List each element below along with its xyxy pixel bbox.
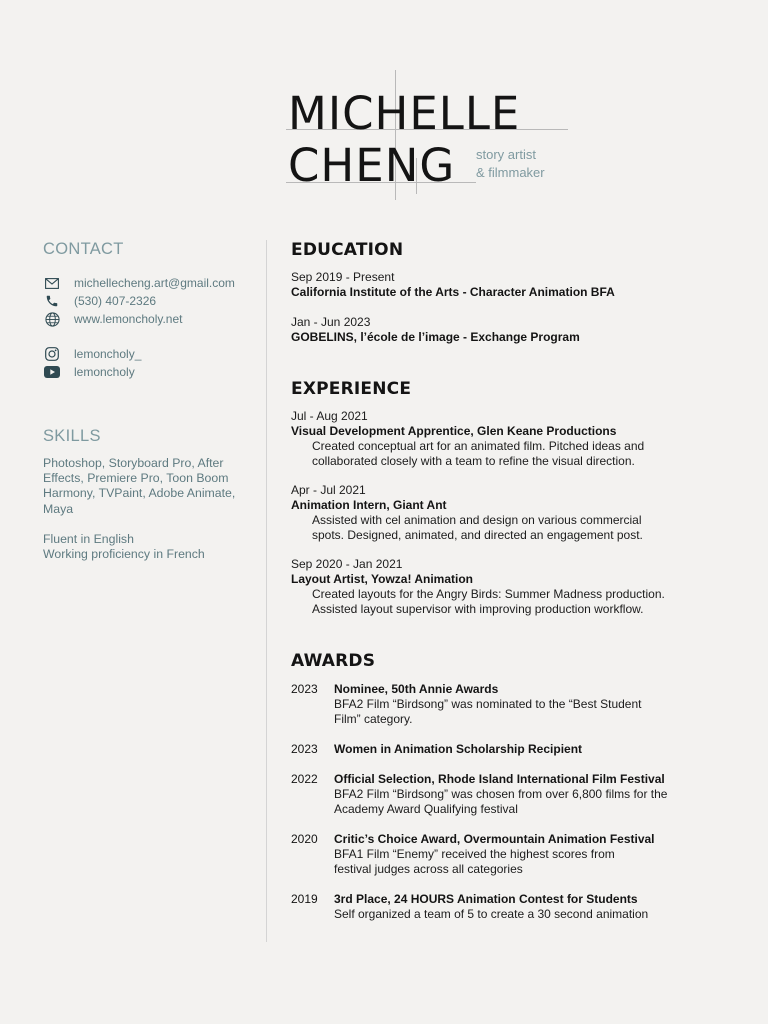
award-description: Film” category. [334, 712, 413, 726]
experience-entry [291, 409, 721, 469]
name-header [286, 70, 576, 200]
award-description: BFA2 Film “Birdsong” was chosen from over 6,800 films for the [334, 787, 668, 801]
instagram-icon [43, 347, 61, 361]
column-divider [266, 240, 267, 942]
award-entry [291, 682, 721, 727]
entry-role: Animation Intern, Giant Ant [291, 498, 447, 512]
award-title: Official Selection, Rhode Island International Film Festival [334, 772, 665, 786]
youtube-handle[interactable]: lemoncholy [74, 365, 135, 379]
award-description: Academy Award Qualifying festival [334, 802, 518, 816]
contact-list [43, 274, 253, 381]
skills-heading: SKILLS [43, 427, 101, 445]
entry-date: Apr - Jul 2021 [291, 483, 366, 497]
globe-icon [43, 312, 61, 326]
experience-section [291, 378, 721, 617]
award-title: Nominee, 50th Annie Awards [334, 682, 499, 696]
website-link[interactable]: www.lemoncholy.net [74, 312, 183, 326]
entry-description: collaborated closely with a team to refine the visual direction. [312, 454, 635, 468]
language-english: Fluent in English [43, 531, 134, 546]
contact-instagram [43, 345, 253, 363]
contact-phone [43, 292, 253, 310]
entry-description: Created conceptual art for an animated film. Pitched ideas and [312, 439, 645, 453]
entry-org: GOBELINS, l’école de l’image - Exchange Program [291, 330, 580, 344]
award-year: 2019 [291, 892, 318, 906]
award-year: 2023 [291, 742, 318, 756]
education-title: EDUCATION [291, 240, 404, 260]
contact-email [43, 274, 253, 292]
award-description: festival judges across all categories [334, 862, 523, 876]
email-link[interactable]: michellecheng.art@gmail.com [74, 276, 235, 290]
entry-description: spots. Designed, animated, and directed an engagement post. [312, 528, 643, 542]
award-description: Self organized a team of 5 to create a 30 second animation [334, 907, 649, 921]
award-entry [291, 772, 721, 817]
award-year: 2020 [291, 832, 318, 846]
contact-spacer [43, 328, 253, 345]
experience-title: EXPERIENCE [291, 379, 412, 399]
award-entry [291, 892, 721, 922]
experience-entry [291, 557, 721, 617]
last-name: CHENG [288, 139, 456, 192]
education-entry [291, 315, 721, 345]
language-french: Working proficiency in French [43, 547, 205, 562]
award-year: 2023 [291, 682, 318, 696]
contact-youtube [43, 363, 253, 381]
entry-role: Visual Development Apprentice, Glen Keane Productions [291, 424, 617, 438]
phone-number[interactable]: (530) 407-2326 [74, 294, 157, 308]
contact-website [43, 310, 253, 328]
education-section [291, 239, 721, 345]
instagram-handle[interactable]: lemoncholy_ [74, 347, 142, 361]
award-description: BFA1 Film “Enemy” received the highest scores from [334, 847, 615, 861]
education-entry [291, 270, 721, 300]
award-title: 3rd Place, 24 HOURS Animation Contest for Students [334, 892, 638, 906]
awards-title: AWARDS [291, 651, 376, 671]
contact-heading: CONTACT [43, 240, 124, 258]
first-name: MICHELLE [288, 87, 521, 140]
entry-description: Assisted layout supervisor with improving production workflow. [312, 602, 644, 616]
entry-date: Jan - Jun 2023 [291, 315, 371, 329]
experience-entry [291, 483, 721, 543]
award-year: 2022 [291, 772, 318, 786]
award-entry [291, 742, 721, 757]
main-content [291, 239, 721, 922]
phone-icon [43, 294, 61, 308]
role-line-1: story artist [476, 147, 536, 162]
award-entry [291, 832, 721, 877]
award-title: Critic’s Choice Award, Overmountain Animation Festival [334, 832, 655, 846]
sidebar [43, 238, 253, 562]
entry-date: Jul - Aug 2021 [291, 409, 368, 423]
software-skills: Photoshop, Storyboard Pro, After Effects, Premiere Pro, Toon Boom Harmony, TVPaint, Adobe Animate, Maya [43, 456, 236, 516]
entry-date: Sep 2020 - Jan 2021 [291, 557, 403, 571]
mail-icon [43, 276, 61, 290]
award-title: Women in Animation Scholarship Recipient [334, 742, 583, 756]
entry-org: California Institute of the Arts - Character Animation BFA [291, 285, 615, 299]
role-line-2: & filmmaker [476, 165, 545, 180]
entry-description: Created layouts for the Angry Birds: Summer Madness production. [312, 587, 665, 601]
youtube-icon [43, 365, 61, 379]
award-description: BFA2 Film “Birdsong” was nominated to the “Best Student [334, 697, 642, 711]
entry-role: Layout Artist, Yowza! Animation [291, 572, 474, 586]
entry-date: Sep 2019 - Present [291, 270, 395, 284]
entry-description: Assisted with cel animation and design on various commercial [312, 513, 642, 527]
awards-section [291, 650, 721, 922]
